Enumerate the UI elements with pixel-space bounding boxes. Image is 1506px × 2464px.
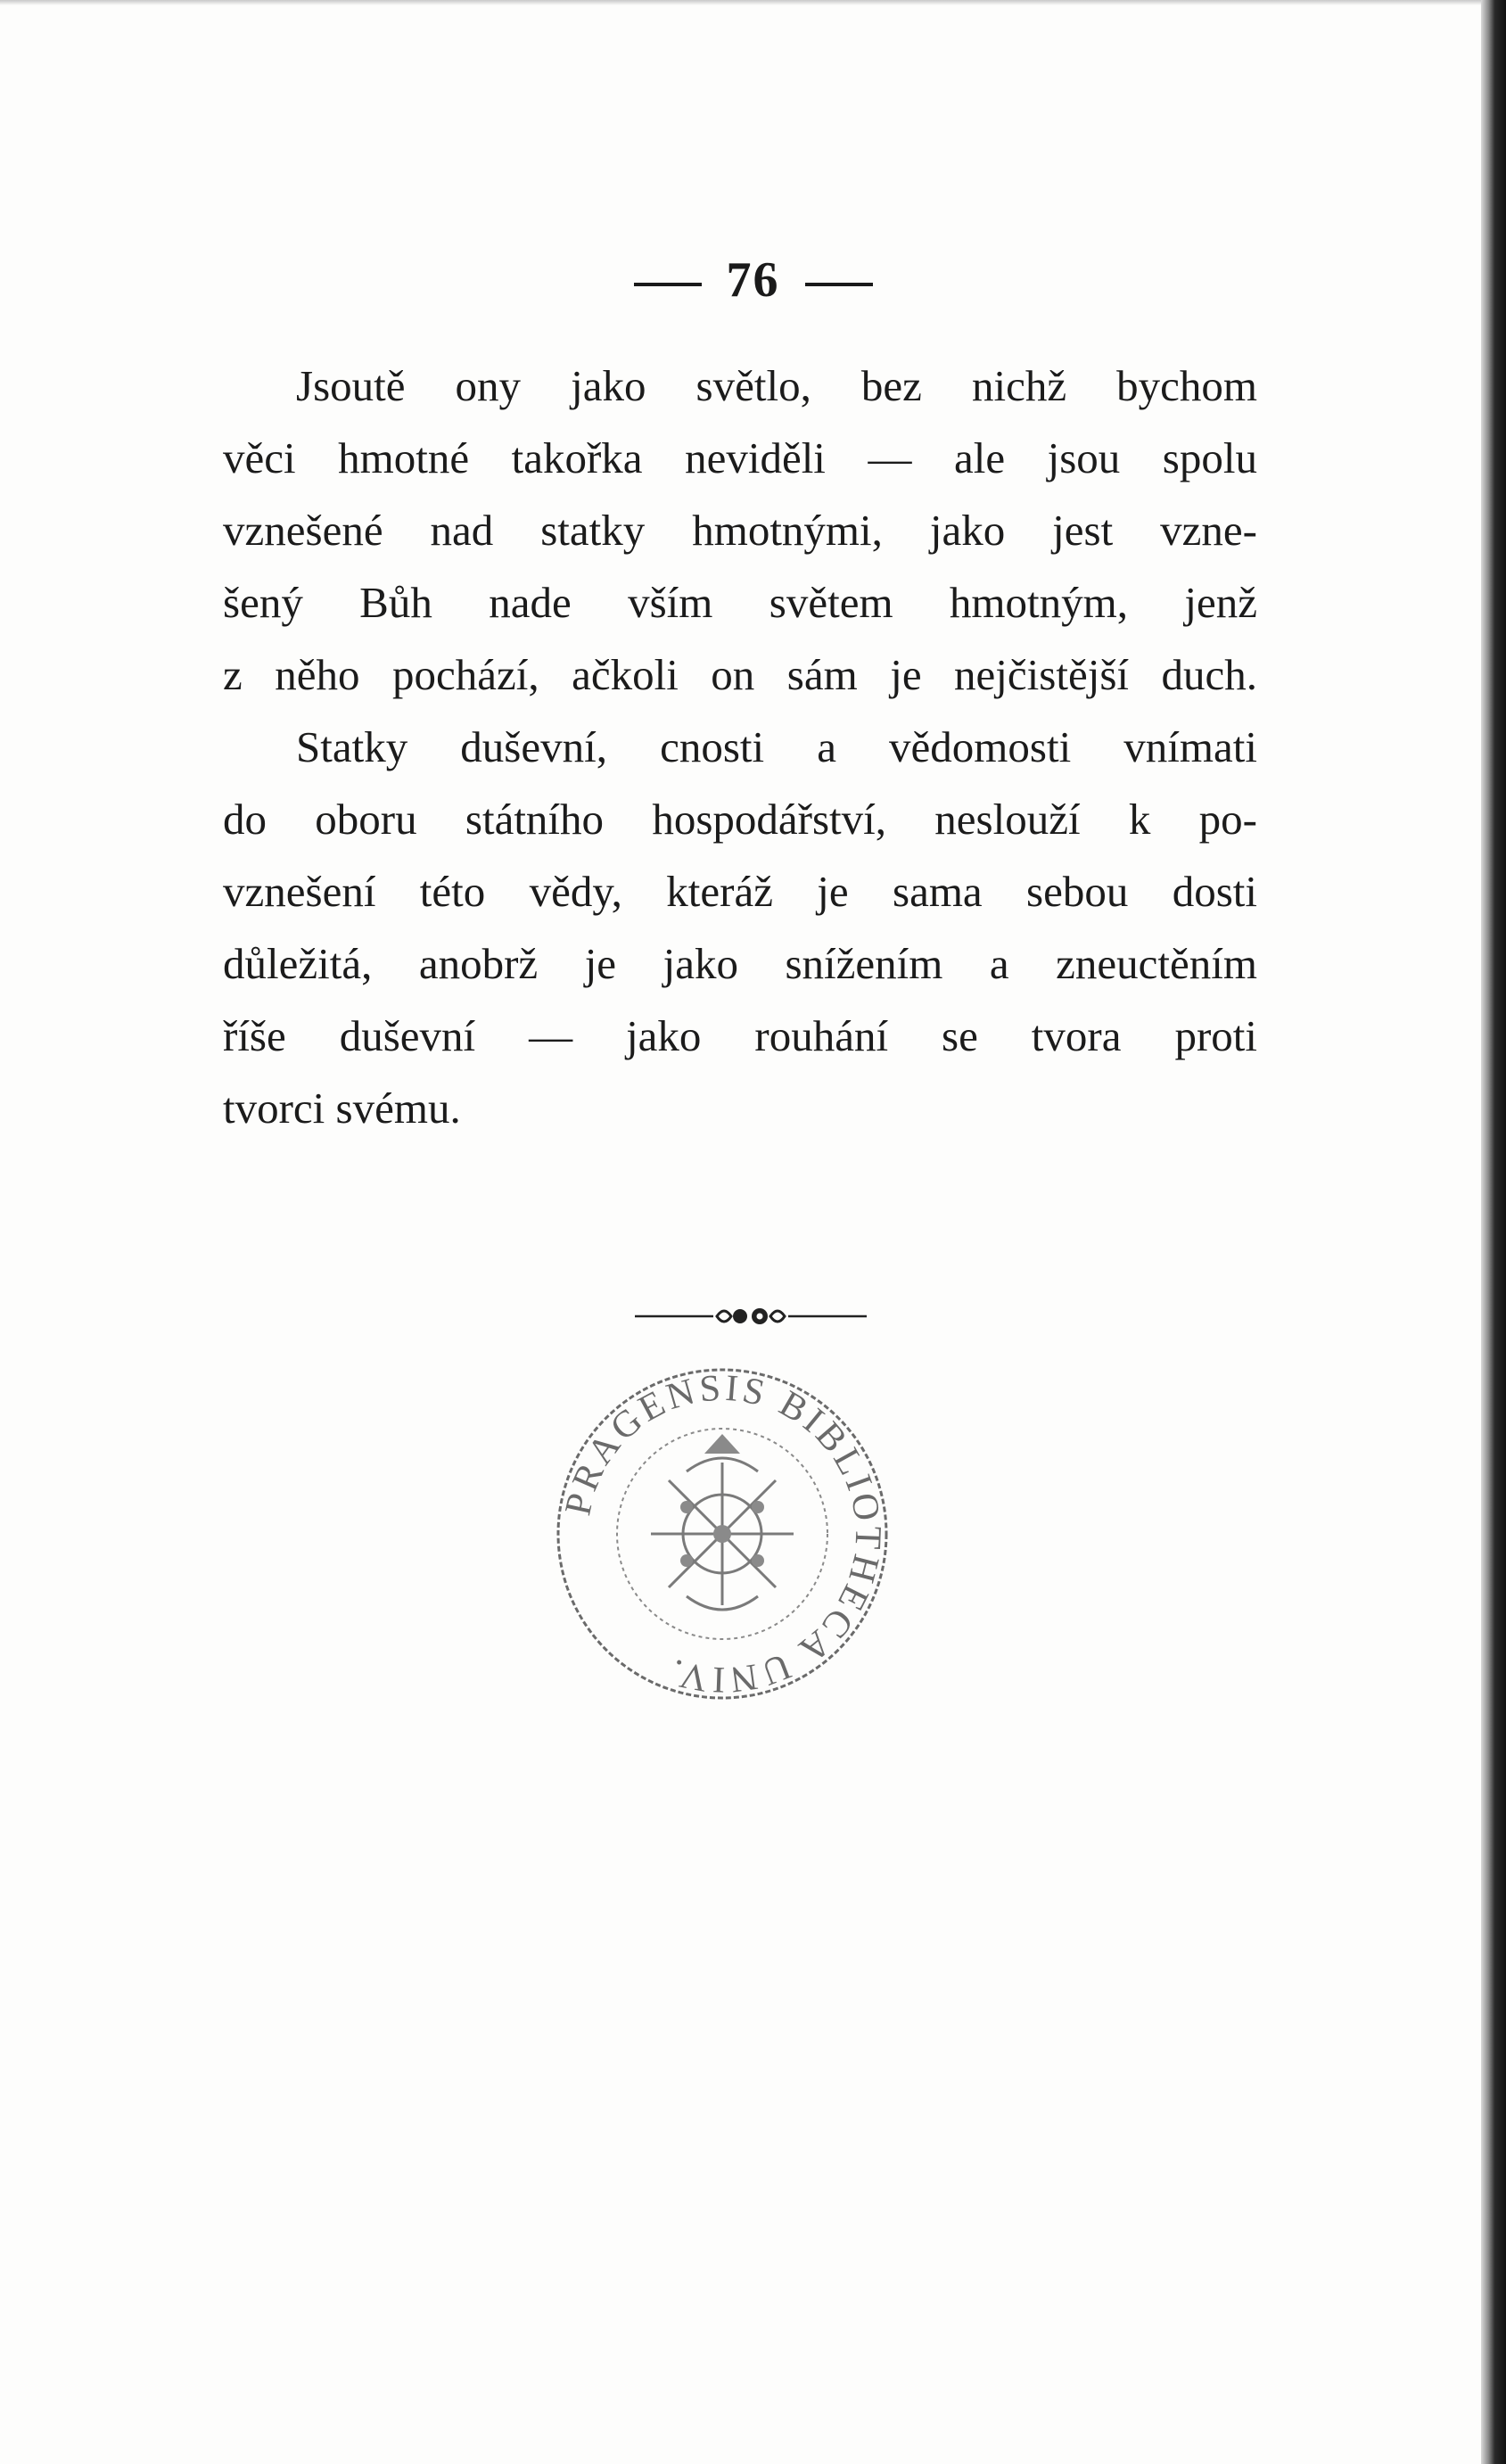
text-line: vznešené nad statky hmotnými, jako jest vzne- [223,506,1257,555]
header-dash-right [805,283,873,286]
text-line: šený Bůh nade vším světem hmotným, jenž [223,578,1257,627]
text-line: říše duševní — jako rouhání se tvora proti [223,1011,1257,1060]
scan-edge-right [1481,0,1506,2464]
text-line: Statky duševní, cnosti a vědomosti vnímati [296,722,1257,771]
header-dash-left [634,283,702,286]
text-line: důležitá, anobrž je jako snížením a zneuctěním [223,939,1257,988]
text-line: Jsoutě ony jako světlo, bez nichž bychom [296,361,1257,410]
page-number-header [0,251,1506,309]
text-line: z něho pochází, ačkoli on sám je nejčistější duch. [223,650,1257,699]
text-line: vznešení této vědy, kteráž je sama sebou dosti [223,867,1257,916]
page-number: 76 [726,252,780,308]
body-text [223,350,1257,1144]
text-line: tvorci svému. [223,1084,461,1133]
text-line: věci hmotné takořka neviděli — ale jsou spolu [223,433,1257,482]
fleuron-divider-icon [635,1298,867,1334]
stamp-text: PRAGENSIS BIBLIOTHECA UNIV. [557,1367,889,1701]
scan-edge-top [0,0,1506,5]
library-stamp-icon [553,1364,892,1703]
text-line: do oboru státního hospodářství, neslouží k po- [223,795,1257,844]
